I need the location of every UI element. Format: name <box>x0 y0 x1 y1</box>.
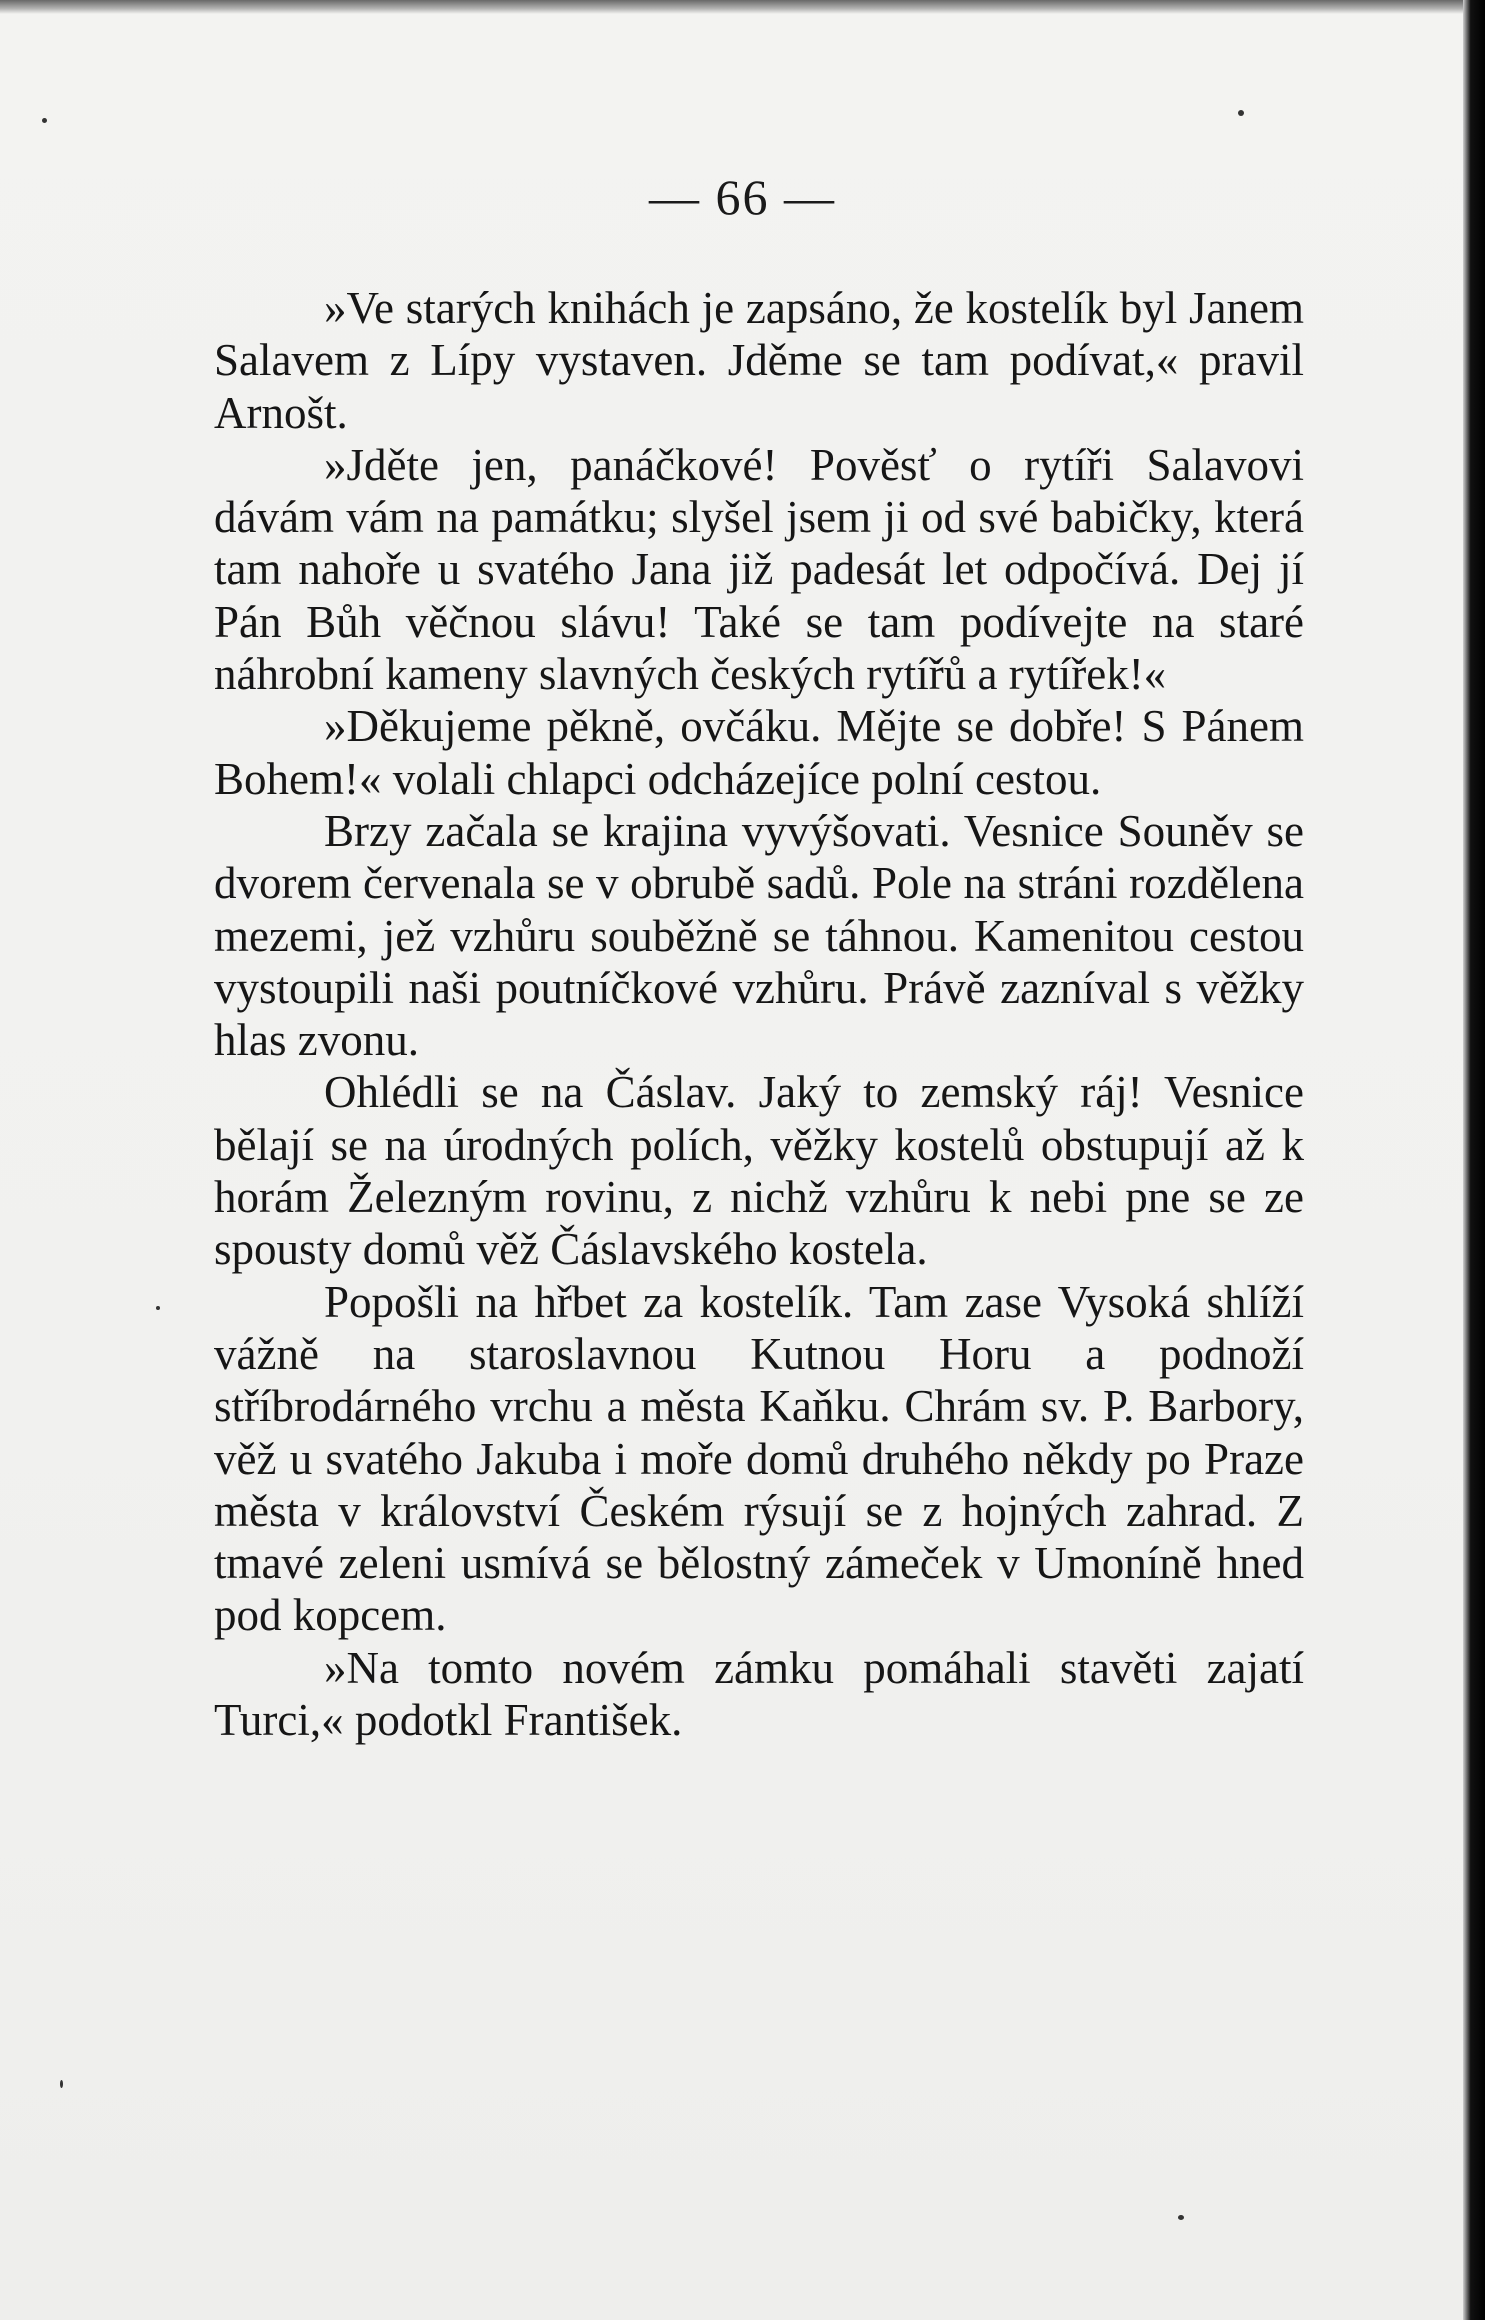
paragraph: Ohlédli se na Čáslav. Jaký to zemský ráj! Vesnice bělají se na úrodných polích, věžky kostelů obstupují až k horám Železným rovinu, z nichž vzhůru k nebi pne se ze spousty domů věž Čáslavského kostela. <box>214 1067 1304 1275</box>
paragraph: »Ve starých knihách je zapsáno, že kostelík byl Janem Salavem z Lípy vystaven. Jděme se tam podívat,« pravil Arnošt. <box>214 283 1304 438</box>
paper-speck <box>1238 110 1244 116</box>
paragraph: Popošli na hřbet za kostelík. Tam zase Vysoká shlíží vážně na staroslavnou Kutnou Horu a podnoží stříbrodárného vrchu a města Kaňku. Chrám sv. P. Barbory, věž u svatého Jakuba i moře domů druhého někdy po Praze města v království Českém rýsují se z hojných zahrad. Z tmavé zeleni usmívá se bělostný zámeček v Umoníně hned pod kopcem. <box>214 1276 1304 1641</box>
paper-speck <box>60 2080 63 2088</box>
paragraph: »Jděte jen, panáčkové! Pověsť o rytíři Salavovi dávám vám na památku; slyšel jsem ji od své babičky, která tam nahoře u svatého Jana již padesát let odpočívá. Dej jí Pán Bůh věčnou slávu! Také se tam podívejte na staré náhrobní kameny slavných českých rytířů a rytířek!« <box>214 439 1304 700</box>
paragraph: »Děkujeme pěkně, ovčáku. Mějte se dobře! S Pánem Bohem!« volali chlapci odcházejíce polní cestou. <box>214 701 1304 804</box>
paper-speck <box>156 1306 160 1310</box>
paper-speck <box>42 118 47 123</box>
page-right-edge-shadow <box>1463 0 1485 2320</box>
paragraph: Brzy začala se krajina vyvýšovati. Vesnice Souněv se dvorem červenala se v obrubě sadů. Pole na stráni rozdělena mezemi, jež vzhůru souběžně se táhnou. Kamenitou cestou vystoupili naši poutníčkové vzhůru. Právě zazníval s věžky hlas zvonu. <box>214 805 1304 1066</box>
page-top-edge-shadow <box>0 0 1485 14</box>
page-number: — 66 — <box>649 169 836 225</box>
paragraph: »Na tomto novém zámku pomáhali stavěti zajatí Turci,« podotkl František. <box>214 1642 1304 1746</box>
body-text <box>214 282 1304 1746</box>
paper-speck <box>1178 2215 1184 2220</box>
